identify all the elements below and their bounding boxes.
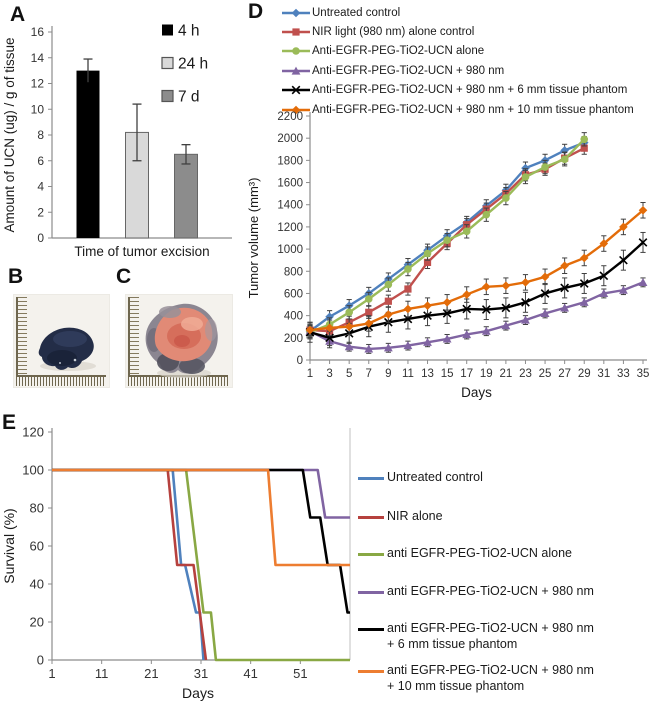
legend-label: Anti-EGFR-PEG-TiO2-UCN alone [312, 45, 485, 58]
svg-text:16: 16 [30, 25, 44, 39]
svg-text:1400: 1400 [277, 199, 303, 212]
svg-text:6: 6 [37, 153, 44, 168]
svg-text:2000: 2000 [277, 133, 303, 146]
svg-text:400: 400 [283, 310, 303, 323]
svg-text:7: 7 [365, 368, 372, 380]
marker-circle [385, 281, 393, 289]
marker-circle [345, 309, 353, 317]
svg-text:0: 0 [296, 355, 303, 367]
legend-item [281, 3, 634, 22]
marker-circle [365, 295, 373, 303]
svg-text:120: 120 [22, 424, 44, 440]
bar-7d [175, 154, 198, 238]
legend-label: NIR light (980 nm) alone control [312, 26, 475, 39]
legend-item [358, 509, 443, 525]
marker-circle [443, 236, 451, 244]
panel-d-line-chart [248, 100, 652, 412]
panel-c-tumor-photo [125, 294, 233, 388]
svg-text:27: 27 [558, 368, 572, 380]
panel-d-ylabel: Tumor volume (mm³) [246, 177, 261, 299]
legend-line-swatch [358, 670, 384, 673]
svg-text:17: 17 [460, 368, 474, 380]
svg-text:100: 100 [22, 462, 44, 478]
series-line [310, 210, 643, 330]
bar-4h [77, 71, 100, 238]
marker-circle [463, 228, 471, 236]
legend-item [358, 546, 572, 562]
panel-a-label: A [10, 3, 26, 26]
marker-diamond [404, 305, 413, 314]
svg-text:5: 5 [345, 368, 353, 380]
marker-circle [424, 250, 432, 258]
legend-item [358, 470, 483, 486]
panel-a-bar-chart [0, 12, 252, 264]
svg-text:41: 41 [243, 666, 258, 681]
marker-diamond [384, 310, 393, 319]
legend-line-swatch [358, 477, 384, 480]
legend-label: Anti-EGFR-PEG-TiO2-UCN + 980 nm [312, 64, 505, 77]
svg-text:19: 19 [479, 368, 493, 380]
svg-text:4 h: 4 h [178, 22, 200, 40]
svg-text:60: 60 [29, 538, 44, 554]
marker-circle [502, 194, 510, 202]
panel-d-xlabel: Days [461, 385, 492, 400]
svg-text:15: 15 [440, 368, 454, 380]
svg-text:12: 12 [30, 76, 44, 91]
svg-text:23: 23 [519, 368, 532, 380]
panel-e-survival-chart [0, 410, 360, 708]
svg-text:31: 31 [193, 666, 209, 681]
svg-text:35: 35 [636, 368, 650, 380]
panel-a-xlabel: Time of tumor excision [74, 244, 210, 259]
legend-item [358, 584, 594, 600]
svg-text:10: 10 [30, 102, 44, 117]
svg-text:1: 1 [306, 368, 314, 380]
panel-e-ylabel: Survival (%) [1, 508, 17, 584]
legend-label: anti EGFR-PEG-TiO2-UCN + 980 nm + 10 mm tissue phantom [387, 663, 594, 693]
svg-text:31: 31 [597, 368, 611, 380]
svg-text:11: 11 [94, 666, 109, 681]
svg-text:11: 11 [401, 368, 414, 380]
marker-circle [482, 211, 490, 219]
svg-text:0: 0 [37, 231, 44, 245]
survival-line [52, 470, 206, 660]
legend-label: NIR alone [387, 509, 443, 523]
panel-a-bars [77, 59, 198, 238]
panel-e-label: E [2, 411, 17, 434]
svg-text:40: 40 [29, 576, 44, 592]
svg-text:1: 1 [48, 666, 56, 681]
panel-e-xlabel: Days [182, 685, 214, 701]
legend-label: Untreated control [387, 470, 483, 484]
panel-b-vertical-ruler [16, 297, 27, 377]
marker-diamond [482, 283, 491, 292]
marker-square [292, 28, 299, 35]
svg-text:1200: 1200 [277, 221, 303, 234]
panel-a-legend [162, 23, 208, 106]
legend-label: anti EGFR-PEG-TiO2-UCN + 980 nm + 6 mm tissue phantom [387, 621, 594, 651]
svg-text:29: 29 [577, 368, 591, 380]
tumor-b-shape [30, 314, 102, 374]
marker-diamond [423, 301, 432, 310]
legend-line-swatch [358, 553, 384, 556]
svg-text:2: 2 [37, 205, 44, 220]
marker-diamond [443, 298, 452, 307]
legend-label: anti EGFR-PEG-TiO2-UCN alone [387, 546, 572, 560]
legend-item [358, 663, 594, 694]
marker-diamond [292, 8, 301, 17]
legend-label: Untreated control [312, 6, 401, 19]
legend-item [281, 42, 634, 61]
legend-line-swatch [358, 591, 384, 594]
panel-b-horizontal-ruler [16, 375, 106, 386]
svg-text:13: 13 [421, 368, 434, 380]
panel-d-label: D [248, 0, 264, 23]
svg-text:21: 21 [144, 666, 159, 681]
svg-text:2200: 2200 [277, 111, 303, 123]
svg-text:33: 33 [617, 368, 630, 380]
svg-text:24 h: 24 h [178, 55, 209, 73]
marker-circle [580, 135, 588, 143]
series-triangle [306, 278, 648, 353]
svg-text:200: 200 [283, 332, 303, 345]
svg-text:0: 0 [36, 652, 44, 668]
svg-text:14: 14 [30, 50, 44, 65]
legend-label: Anti-EGFR-PEG-TiO2-UCN + 980 nm + 6 mm tissue phantom [312, 84, 628, 97]
svg-text:80: 80 [29, 500, 44, 516]
legend-item [281, 81, 634, 100]
svg-text:800: 800 [283, 266, 303, 279]
marker-diamond [502, 281, 511, 290]
panel-e-axes [22, 425, 350, 682]
marker-triangle [639, 278, 648, 286]
marker-diamond [462, 290, 471, 299]
marker-diamond [521, 278, 530, 287]
legend-label: anti EGFR-PEG-TiO2-UCN + 980 nm [387, 584, 594, 598]
legend-line-swatch [358, 628, 384, 631]
svg-text:25: 25 [538, 368, 552, 380]
panel-b-tumor-photo [13, 294, 110, 388]
panel-a-ylabel: Amount of UCN (ug) / g of tissue [2, 37, 17, 233]
svg-text:20: 20 [29, 614, 44, 630]
tumor-c-shape [138, 300, 226, 380]
legend-item [358, 621, 594, 652]
marker-circle [541, 163, 549, 171]
svg-text:9: 9 [385, 368, 392, 380]
marker-circle [404, 265, 412, 273]
legend-item [281, 22, 634, 41]
panel-c-label: C [116, 265, 132, 288]
svg-text:51: 51 [293, 666, 308, 681]
marker-square [385, 298, 392, 305]
marker-circle [561, 155, 569, 163]
svg-text:3: 3 [326, 368, 333, 380]
svg-text:7 d: 7 d [178, 88, 200, 106]
svg-text:1000: 1000 [277, 244, 303, 257]
svg-text:600: 600 [283, 288, 303, 301]
marker-circle [522, 173, 530, 181]
svg-text:8: 8 [37, 128, 44, 142]
svg-text:1600: 1600 [277, 177, 303, 190]
svg-text:21: 21 [499, 368, 513, 380]
marker-square [365, 309, 372, 316]
panel-d-axes [277, 111, 649, 380]
marker-circle [292, 48, 300, 56]
legend-label: Anti-EGFR-PEG-TiO2-UCN + 980 nm + 10 mm tissue phantom [312, 103, 634, 116]
legend-item [281, 61, 634, 80]
panel-b-label: B [8, 265, 24, 288]
marker-square [404, 285, 411, 292]
svg-text:4: 4 [37, 179, 44, 194]
svg-text:1800: 1800 [277, 155, 303, 168]
legend-line-swatch [358, 516, 384, 519]
